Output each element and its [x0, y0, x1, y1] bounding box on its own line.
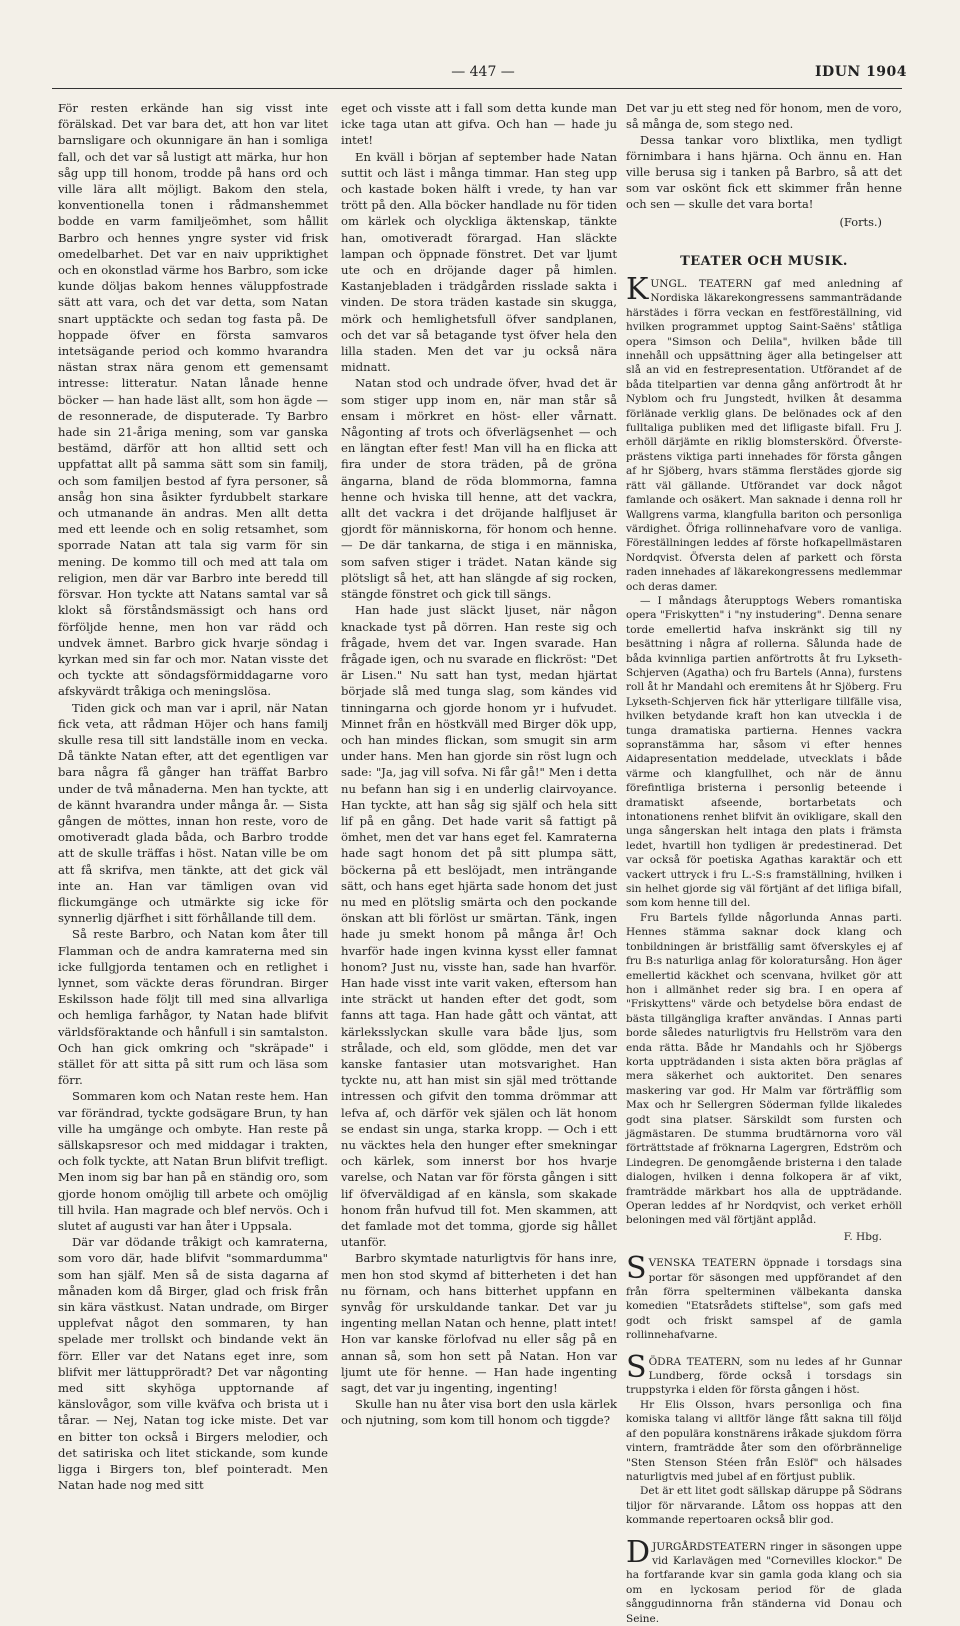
column-2-serial-story [341, 100, 617, 1428]
continued-note: (Forts.) [839, 215, 882, 229]
paragraph: Han hade just släckt ljuset, när någon knackade tyst på dörren. Han reste sig och frågade, hvem det var. Ingen svarade. Han frågade igen, och nu svarade en flickröst: "Det är Lisen." Nu satt han tyst, medan hjärtat började slå med tunga slag, som kändes vid tinningarna och gjorde honom yr i hufvudet. Minnet från en höstkväll med Birger dök upp, och han mindes flickan, som smugit sin arm under hans. Men han gjorde sin röst lugn och sade: "Ja, jag vill sofva. Ni får gå!" Men i detta nu befann han sig i en underlig clairvoyance. Han tyckte, att han såg sig själf och hela sitt lif på en gång. Det hade varit så fattigt på ömhet, men det var hans eget fel. Kamraterna hade sagt honom det på sitt plumpa sätt, böckerna på ett beslöjadt, men inträngande sätt, och hans eget hjärta sade honom det just nu med en plötslig smärta och den pockande önskan att bli förlöst ur smärtan. Tänk, ingen hade ju smekt honom på många år! Och hvarför hade ingen kvinna kysst eller famnat honom? Just nu, visste han, sade han hvarför. Han hade visst inte varit vaken, eftersom han inte sträckt ut handen efter det godt, som fanns att taga. Han hade gått och väntat, att kärleksslyckan skulle vara både ljus, som strålade, och eld, som glödde, men det var kanske fantasier utan motsvarighet. Han tyckte nu, att han mist sin själ med tröttande intressen och gifvit den tomma drömmar att lefva af, och därför vek själen och lät honom se endast sin unga, starka kropp. — Och i ett nu väcktes hela den hunger efter smekningar och kärlek, som innerst bor hos hvarje varelse, och Natan var för första gången i sitt lif öfverväldigad af en känsla, som skakade honom från hufvud till fot. Men skammen, att det famlade mot det tomma, gjorde sig hållet utanför. [341, 603, 617, 1250]
paragraph: Fru Bartels fyllde någorlunda Annas parti. Hennes stämma saknar dock klang och tonbildningen är bristfällig samt öfverskyles ej af fru B:s naturliga anlag för koloratursång. Hon äger emellertid käckhet och scenvana, hvilket gör att hon i allmänhet reder sig bra. I en opera af "Friskyttens" värde och betydelse böra endast de bästa tillgängliga krafter användas. I Annas parti borde således naturligtvis fru Hellström vara den enda rätta. Både hr Mandahls och hr Sjöbergs korta uppträdanden i sista akten böra präglas af mera säkerhet och auktoritet. Den senares maskering var god. Hr Malm var förträfflig som Max och hr Sellergren Söderman fyllde likaledes godt sina platser. Särskildt som fursten och jägmästaren. De stumma brudtärnorna voro väl förträttstade af fröknarna Lagergren, Edström och Lindegren. De genomgående bristerna i den talade dialogen, hvilken i denna folkopera är af vikt, framträdde märkbart hos alla de uppträdande. Operan leddes af hr Nordqvist, och verket erhöll beloningen med väl förtjänt applåd. [626, 911, 902, 1227]
paragraph: Hr Elis Olsson, hvars personliga och fina komiska talang vi alltför länge fått sakna till följd af den populära konstnärens iråkade sjukdom förra vintern, framträdde åter som den oförbrännelige "Sten Stenson Stéen från Eslöf" och hälsades naturligtvis med jubel af en förtjust publik. [626, 1398, 902, 1483]
paragraph: Sommaren kom och Natan reste hem. Han var förändrad, tyckte godsägare Brun, ty han ville ha umgänge och ombyte. Han reste på sällskapsresor och med middagar i trakten, och folk tyckte, att Natan Brun blifvit trefligt. Men inom sig bar han på en ständig oro, som gjorde honom omöjlig till arbete och omöjlig till hvila. Han magrade och blef nervös. Och i slutet af augusti var han åter i Uppsala. [58, 1089, 328, 1234]
paragraph: Det var ju ett steg ned för honom, men de voro, så många de, som stego ned. [626, 101, 902, 131]
page-number: — 447 — [451, 64, 515, 80]
paragraph: En kväll i början af september hade Natan suttit och läst i många timmar. Han steg upp och kastade boken hälft i vrede, ty han var trött på den. Alla böcker handlade nu för tiden om kärlek och olyckliga äktenskap, tänkte han, omotiveradt förargad. Han släckte lampan och öppnade fönstret. Det var ljumt ute och en dröjande dager på himlen. Kastanjebladen i trädgården risslade sakta i vinden. De stora träden kastade sin skugga, mörk och hemlighetsfull öfver sandplanen, och det var så betagande tyst öfver hela den lilla staden. Men det var ju också nära midnatt. [341, 149, 617, 375]
masthead: IDUN 1904 [815, 64, 908, 80]
review-signature: F. Hbg. [843, 1230, 882, 1243]
paragraph: Där var dödande tråkigt och kamraterna, som voro där, hade blifvit "sommardumma" som han själf. Men så de sista dagarna af månaden kom då Birger, glad och frisk från sin kära västkust. Natan undrade, om Birger upplefvat något den sommaren, ty han spelade mer trollskt och bindande vekt än förr. Eller var det Natans eget inre, som blifvit mer lättuppröradt? Det var någonting med sitt skyhöga upptornande af känslovågor, som ville kväfva och brista ut i tårar. — Nej, Natan tog icke miste. Det var en bitter ton också i Birgers melodier, och det satiriska och litet stickande, som kunde ligga i Birgers ton, blef pointeradt. Men Natan hade nog med sitt [58, 1235, 328, 1493]
paragraph: För resten erkände han sig visst inte förälskad. Det var bara det, att hon var litet barnsligare och okunnigare än han i somliga fall, och det var så lustigt att märka, hur hon såg upp till honom, trodde på hans ord och ville lära allt möjligt. Bakom den stela, konventionella tonen i rådmanshemmet bodde en varm familjeömhet, som hållit Barbro och hennes yngre syster vid frisk omedelbarhet. Det var en naiv uppriktighet och en okonstlad värme hos Barbro, som icke kunde döljas bakom hennes väluppfostrade sätt att vara, och det var detta, som Natan snart upptäckte och sedan tog fasta på. De hoppade öfver en första samvaros intetsägande period och kommo hvarandra nästan strax nära genom ett gemensamt intresse: litteratur. Natan lånade henne böcker — han hade läst allt, som hon ägde — de resonnerade, de disputerade. Ty Barbro hade sin 21-åriga mening, som var ganska bestämd, därför att hon alltid sett och uppfattat allt på samma sätt som sin familj, och som familjen bestod af fyra personer, så ansåg hon sina åsikter fyrdubbelt starkare och utmanande än andras. Men allt detta med ett leende och en solig retsamhet, som sporrade Natan att tala sig varm för sin mening. De kommo till och med att tala om religion, men där var Barbro inte beredd till försvar. Hon tyckte att Natans samtal var så klokt så förståndsmässigt och hans ord förföljde henne, men hon var rädd och undvek ämnet. Barbro gick hvarje söndag i kyrkan med sin far och mor. Natan visste det och tyckte att söndagsförmiddagarne voro afskyvärdt tråkiga och meningslösa. [58, 101, 328, 699]
header-rule [52, 88, 902, 89]
paragraph: Natan stod och undrade öfver, hvad det är som stiger upp inom en, när man står så ensam i mörkret en höst- eller vårnatt. Någonting af trots och öfverlägsenhet — och en längtan efter fest! Man vill ha en flicka att fira under de stora träden, på de gröna ängarna, bland de röda blommorna, famna henne och hviska till henne, att det vackra, allt det vackra i det dröjande halfljuset är gjordt för människorna, för honom och henne. — De där tankarna, de stiga i en människa, som safven stiger i trädet. Natan kände sig plötsligt så het, att han slängde af sig rocken, stängde fönstret och gick till sängs. [341, 376, 617, 602]
page-header [0, 64, 960, 86]
section-title-theatre-music: TEATER OCH MUSIK. [680, 254, 848, 269]
paragraph: Dessa tankar voro blixtlika, men tydligt förnimbara i hans hjärna. Och ännu en. Han ville berusa sig i tanken på Barbro, så att det som var oskönt fick ett skimmer från henne och sen — skulle det vara borta! [626, 133, 902, 211]
paragraph: SVENSKA TEATERN öppnade i torsdags sina portar för säsongen med uppförandet af den från förra spelterminen välbekanta danska komedien "Etatsrådets stiftelse", som gafs med godt och friskt samspel af de gamla rollinnehafvarne. [626, 1251, 902, 1342]
paragraph: DJURGÅRDSTEATERN ringer in säsongen uppe vid Karlavägen med "Cornevilles klockor." De ha fortfarande kvar sin gamla goda klang och sia om en lyckosam period för de glada sånggudinnorna från ständerna vid Donau och Seine. [626, 1534, 902, 1625]
theatre-notes [626, 1251, 902, 1626]
paragraph: Tiden gick och man var i april, när Natan fick veta, att rådman Höjer och hans familj skulle resa till sitt landställe inom en vecka. Då tänkte Natan efter, att det egentligen var bara några få gånger han träffat Barbro under de två månaderna. Men han tyckte, att de kännt hvarandra under många år. — Sista gången de möttes, innan hon reste, voro de omotiveradt glada båda, och Barbro trodde att de skulle träffas i höst. Natan ville be om att få skrifva, men tänkte, att det gick väl inte an. Han var tämligen ovan vid flickumgänge och utmärkte sig icke för synnerlig djärfhet i sitt förhållande till dem. [58, 700, 328, 926]
paragraph: — I måndags återupptogs Webers romantiska opera "Friskytten" i "ny instudering". Denna senare torde emellertid hafva inskränkt sig till ny besättning i några af rollerna. Sålunda hade de båda kvinnliga partien anförtrotts åt fru Lykseth-Schjerven (Agatha) och fru Bartels (Anna), furstens roll åt hr Mandahl och eremitens åt hr Sjöberg. Fru Lykseth-Schjerven fick här ytterligare tillfälle visa, hvilken betydande kraft hon kan utveckla i de tunga dramatiska partierna. Hennes vackra sopranstämma har, såsom vi efter hennes Aidapresentation meddelade, utvecklats i både värme och klangfullhet, och när de ännu förefintliga bristerna i personlig beteende i dramatiskt afseende, bortarbetats och intonationens renhet blifvit än ovikligare, skall den unga sångerskan helt intaga den plats i främsta ledet, hvartill hon tydligen är predestinerad. Det var också för poetiska Agathas karaktär och ett vackert uttryck i fru L.-S:s framställning, hvilken i sin helhet gjorde sig väl förtjänt af det lifliga bifall, som kom henne till del. [626, 594, 902, 910]
music-review [626, 272, 902, 1244]
paragraph: KUNGL. TEATERN gaf med anledning af Nordiska läkarekongressens sammanträdande härstädes i förra veckan en festföreställning, vid hvilken programmet upptog Saint-Saëns' ståtliga opera "Simson och Delila", hvilken både till innehåll och uppsättning äger alla betingelser att slå an vid en festrepresentation. Utförandet af de båda titelpartien var denna gång anförtrodt åt hr Nyblom och fru Jungstedt, hvilken åt desamma förlänade verklig glans. De belönades ock af den fulltaliga publiken med det lifligaste bifall. Fru J. erhöll därjämte en riklig blomsterskörd. Öfverste-prästens viktiga parti innehades för första gången af hr Sjöberg, hvars stämma flerstädes gjorde sig rätt väl gällande. Utförandet var dock något famlande och osäkert. Man saknade i denna roll hr Wallgrens varma, klangfulla bariton och personliga värdighet. Öfriga rollinnehafvare voro de vanliga. Föreställningen leddes af förste hofkapellmästaren Nordqvist. Öfversta delen af parkett och första raden innehades af läkarekongressens medlemmar och deras damer. [626, 272, 902, 593]
paragraph: Så reste Barbro, och Natan kom åter till Flamman och de andra kamraterna med sin icke fullgjorda tentamen och en retlighet i lynnet, som väckte deras förundran. Birger Eskilsson hade följt till med sina allvarliga och hemliga farhågor, ty Natan hade blifvit världsföraktande och hånfull i sin samtalston. Och han gick omkring och "skräpade" i stället för att sitta på sitt rum och läsa som förr. [58, 927, 328, 1088]
paragraph: eget och visste att i fall som detta kunde man icke taga utan att gifva. Och han — hade ju intet! [341, 101, 617, 148]
paragraph: Skulle han nu åter visa bort den usla kärlek och njutning, som kom till honom och tiggde? [341, 1397, 617, 1428]
column-1-serial-story [58, 100, 328, 1493]
paragraph: Det är ett litet godt sällskap däruppe på Södrans tiljor för närvarande. Låtom oss hoppas att den kommande repertoaren också blir god. [626, 1485, 902, 1527]
paragraph: Barbro skymtade naturligtvis för hans inre, men hon stod skymd af bitterheten i det han nu förnam, och hans bitterhet uppfann en synvåg för urskuldande tankar. Det var ju ingenting mellan Natan och henne, platt intet! Hon var kanske förlofvad nu eller såg på en annan så, som hon sett på Natan. Hon var ljumt ute för henne. — Han hade ingenting sagt, det var ju ingenting, ingenting! [341, 1251, 617, 1396]
story-ending [626, 100, 902, 230]
paragraph: SÖDRA TEATERN, som nu ledes af hr Gunnar Lundberg, förde också i torsdags sin truppstyrka i elden för första gången i höst. [626, 1349, 902, 1397]
column-3 [626, 100, 902, 1625]
